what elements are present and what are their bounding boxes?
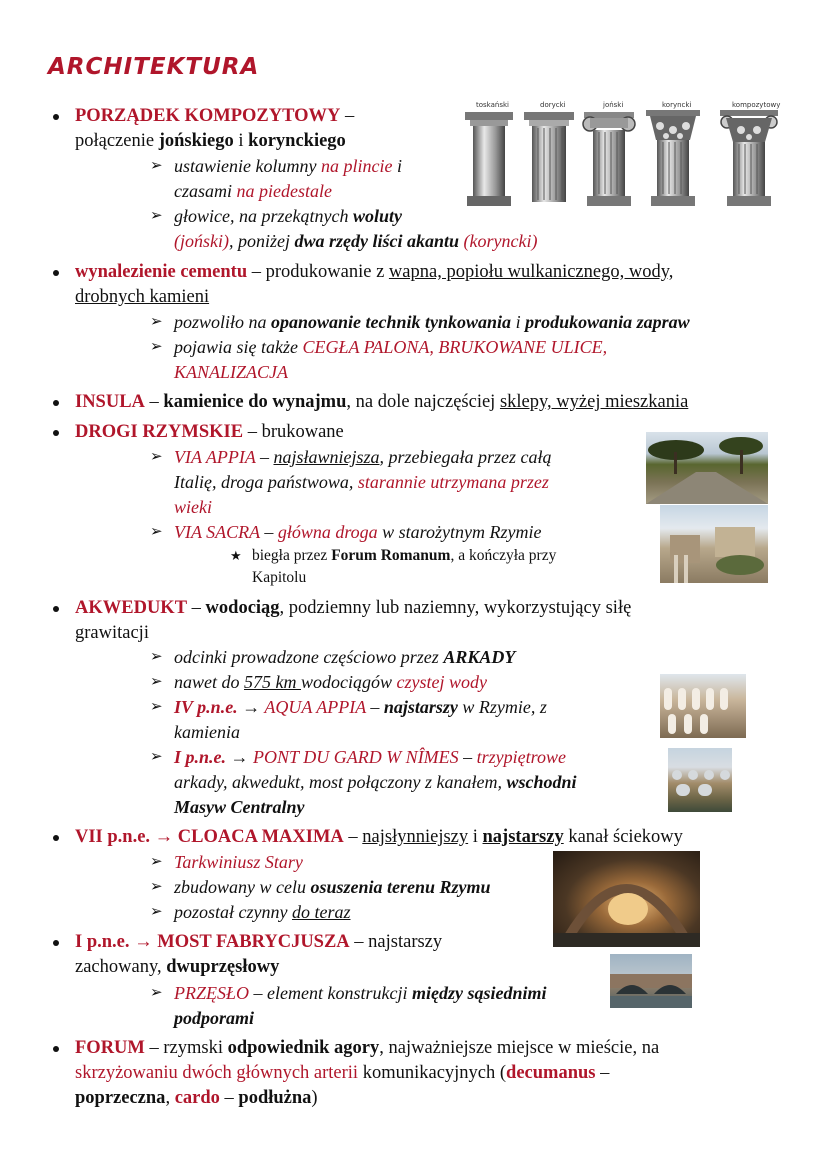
sub-sub-item — [230, 545, 557, 567]
text: wschodni — [506, 772, 577, 792]
text: poprzeczna — [75, 1088, 166, 1108]
text: – najstarszy — [349, 932, 443, 952]
text: ARKADY — [443, 647, 516, 667]
text: połączenie — [75, 131, 159, 151]
arrow-icon: ➢ — [150, 749, 163, 765]
text: → — [237, 697, 265, 717]
text: dwa rzędy liści akantu — [294, 231, 459, 251]
text: na piedestale — [236, 181, 332, 201]
text: dwuprzęsłowy — [166, 957, 280, 977]
text: opanowanie technik tynkowania — [271, 312, 512, 332]
cloaca-maxima-drawing — [553, 851, 700, 947]
section-fabricius-bridge — [75, 930, 442, 955]
arrow-icon: ➢ — [150, 699, 163, 715]
text: 575 km — [244, 672, 301, 692]
text: zbudowany w celu — [174, 877, 311, 897]
fabricius-bridge-drawing — [610, 954, 692, 1008]
text: osuszenia terenu Rzymu — [310, 877, 491, 897]
text: – — [187, 598, 206, 618]
heading-forum: FORUM — [75, 1038, 145, 1058]
text: pozwoliło na — [174, 312, 272, 332]
line — [252, 567, 306, 589]
text: PRZĘSŁO — [174, 983, 250, 1003]
sub-item — [150, 900, 351, 925]
text: czystej wody — [396, 672, 487, 692]
line — [75, 1086, 318, 1111]
text: Masyw Centralny — [174, 797, 305, 817]
heading-cement: wynalezienie cementu — [75, 262, 248, 282]
text: czasami — [174, 181, 237, 201]
column-label-ionic: joński — [603, 101, 624, 109]
arrow-icon: ➢ — [150, 208, 163, 224]
text: najsławniejsza — [273, 447, 380, 467]
pont-du-gard-photo — [668, 748, 732, 812]
text: sklepy, wyżej mieszkania — [499, 392, 689, 412]
line — [174, 179, 332, 204]
corinthian-column — [646, 110, 700, 206]
column-label-corinthian: koryncki — [662, 101, 692, 109]
sub-item — [150, 520, 542, 545]
text: – — [259, 522, 278, 542]
heading-fabricius-bridge: I p.n.e. → MOST FABRYCJUSZA — [75, 932, 350, 952]
text: , na dole najczęściej — [346, 392, 500, 412]
text: – — [458, 747, 477, 767]
arrow-icon: ➢ — [150, 854, 163, 870]
line — [75, 285, 209, 310]
column-label-tuscan: toskański — [476, 101, 509, 109]
doric-column — [524, 112, 574, 202]
section-cloaca — [75, 825, 683, 850]
text: – — [340, 106, 355, 126]
via-appia-photo — [646, 432, 768, 504]
arrow-icon: ➢ — [150, 649, 163, 665]
text: wodociąg — [205, 598, 280, 618]
heading-roads: DROGI RZYMSKIE — [75, 422, 244, 442]
column-label-doric: dorycki — [540, 101, 566, 109]
columns-drawing — [462, 100, 792, 208]
sub-item — [150, 695, 547, 720]
text: skrzyżowaniu dwóch głównych arterii — [75, 1063, 359, 1083]
pont-du-gard-drawing — [668, 748, 732, 812]
sub-item — [150, 204, 402, 229]
sub-item — [150, 310, 690, 335]
text: i — [511, 312, 526, 332]
section-cement — [75, 260, 673, 285]
arrow-icon: ➢ — [150, 449, 163, 465]
text: pojawia się także — [174, 337, 303, 357]
text: Tarkwiniusz Stary — [174, 852, 303, 872]
text: , a kończyła przy — [450, 547, 557, 564]
text: , — [165, 1088, 175, 1108]
arrow-icon: ➢ — [150, 314, 163, 330]
text: kamienia — [174, 722, 240, 742]
sub-item — [150, 745, 566, 770]
tuscan-column — [465, 112, 513, 206]
line — [174, 770, 576, 795]
text: do teraz — [291, 902, 351, 922]
columns-illustration — [462, 100, 792, 208]
text: – — [255, 447, 274, 467]
text: pozostał czynny — [174, 902, 292, 922]
text: produkowania zapraw — [525, 312, 690, 332]
line — [174, 360, 288, 385]
text: kanał ściekowy — [563, 827, 683, 847]
text: korynckiego — [248, 131, 346, 151]
text: najstarszy — [482, 827, 564, 847]
text: – produkowanie z — [247, 262, 389, 282]
text: wieki — [174, 497, 212, 517]
sub-item — [150, 875, 491, 900]
arrow-icon: ➢ — [150, 158, 163, 174]
sub-item — [150, 445, 552, 470]
text: drobnych kamieni — [75, 287, 210, 307]
arrow-icon: ➢ — [150, 879, 163, 895]
text: grawitacji — [75, 623, 149, 643]
sub-item — [150, 645, 516, 670]
sub-item — [150, 850, 303, 875]
text: KANALIZACJA — [174, 362, 289, 382]
page-title: ARCHITEKTURA — [48, 54, 260, 80]
line — [174, 1006, 254, 1031]
text: , najważniejsze miejsce w mieście, na — [379, 1038, 660, 1058]
text: I p.n.e. — [174, 747, 227, 767]
arrow-icon: ➢ — [150, 674, 163, 690]
text: VIA APPIA — [174, 447, 256, 467]
text: decumanus — [506, 1063, 596, 1083]
section-aqueduct — [75, 596, 631, 621]
arrow-icon: ➢ — [150, 524, 163, 540]
text: (joński) — [174, 231, 229, 251]
text: podłużna — [238, 1088, 312, 1108]
heading-insula: INSULA — [75, 392, 145, 412]
text: – brukowane — [243, 422, 344, 442]
text: najsłynniejszy — [362, 827, 469, 847]
sub-item — [150, 154, 402, 179]
text: na plincie — [320, 156, 393, 176]
text: – — [219, 1088, 239, 1108]
text: w Rzymie, z — [457, 697, 547, 717]
text: , przebiegała przez całą — [379, 447, 552, 467]
text: , poniżej — [228, 231, 295, 251]
text: woluty — [352, 206, 402, 226]
heading-composite-order: PORZĄDEK KOMPOZYTOWY — [75, 106, 341, 126]
star-icon: ★ — [230, 548, 242, 563]
text: wapna, popiołu wulkanicznego, wody, — [388, 262, 674, 282]
sub-item — [150, 670, 487, 695]
text: – rzymski — [144, 1038, 228, 1058]
text: i — [392, 156, 402, 176]
text: , podziemny lub naziemny, wykorzystujący siłę — [279, 598, 632, 618]
text: głowice, na przekątnych — [174, 206, 353, 226]
text: (koryncki) — [463, 231, 538, 251]
line — [174, 229, 537, 254]
via-sacra-drawing — [660, 505, 768, 583]
composite-column — [720, 110, 778, 206]
text: ustawienie kolumny — [174, 156, 321, 176]
line — [174, 720, 240, 745]
text: ) — [311, 1088, 318, 1108]
arrow-icon: ➢ — [150, 339, 163, 355]
sub-item — [150, 335, 608, 360]
text: komunikacyjnych ( — [358, 1063, 507, 1083]
line — [75, 955, 279, 980]
line — [75, 129, 346, 154]
text: – element konstrukcji — [249, 983, 412, 1003]
aqueduct-drawing — [660, 674, 746, 738]
line — [174, 795, 305, 820]
text: podporami — [174, 1008, 255, 1028]
arrow-icon: ➢ — [150, 985, 163, 1001]
fabricius-bridge-photo — [610, 954, 692, 1008]
text: wodociągów — [301, 672, 397, 692]
text: jońskiego — [158, 131, 234, 151]
via-appia-drawing — [646, 432, 768, 504]
text: PONT DU GARD W NÎMES — [253, 747, 459, 767]
text: i — [468, 827, 483, 847]
text: CEGŁA PALONA, BRUKOWANE ULICE, — [302, 337, 608, 357]
text: → — [226, 747, 254, 767]
text: VIA SACRA — [174, 522, 260, 542]
text: Kapitolu — [252, 569, 307, 586]
text: odpowiednik agory — [227, 1038, 380, 1058]
text: arkady, akwedukt, most połączony z kanałem, — [174, 772, 507, 792]
text: – — [144, 392, 164, 412]
line — [75, 621, 149, 646]
section-roads — [75, 420, 344, 445]
text: – — [343, 827, 363, 847]
aqueduct-photo — [660, 674, 746, 738]
text: nawet do — [174, 672, 244, 692]
text: najstarszy — [383, 697, 458, 717]
text: cardo — [174, 1088, 220, 1108]
text: główna droga — [277, 522, 378, 542]
cloaca-maxima-photo — [553, 851, 700, 947]
arrow-icon: ➢ — [150, 904, 163, 920]
text: trzypiętrowe — [476, 747, 566, 767]
text: odcinki prowadzone częściowo przez — [174, 647, 444, 667]
text: zachowany, — [75, 957, 167, 977]
text: AQUA APPIA — [264, 697, 366, 717]
column-label-composite: kompozytowy — [732, 101, 781, 109]
line — [174, 470, 549, 495]
text: Forum Romanum — [331, 547, 451, 564]
text: – — [595, 1063, 610, 1083]
text: między sąsiednimi — [411, 983, 547, 1003]
text: biegła przez — [252, 547, 332, 564]
text: kamienice do wynajmu — [163, 392, 347, 412]
sub-item — [150, 981, 547, 1006]
line — [75, 1061, 609, 1086]
section-forum — [75, 1036, 659, 1061]
section-composite-order — [75, 104, 354, 129]
text: IV p.n.e. — [174, 697, 238, 717]
text: starannie utrzymana przez — [357, 472, 549, 492]
heading-cloaca: VII p.n.e. → CLOACA MAXIMA — [75, 827, 344, 847]
text: w starożytnym Rzymie — [377, 522, 542, 542]
line — [174, 495, 212, 520]
heading-aqueduct: AKWEDUKT — [75, 598, 188, 618]
via-sacra-photo — [660, 505, 768, 583]
ionic-column — [583, 112, 635, 206]
text: – — [365, 697, 384, 717]
text: Italię, droga państwowa, — [174, 472, 358, 492]
section-insula — [75, 390, 688, 415]
text: i — [233, 131, 249, 151]
